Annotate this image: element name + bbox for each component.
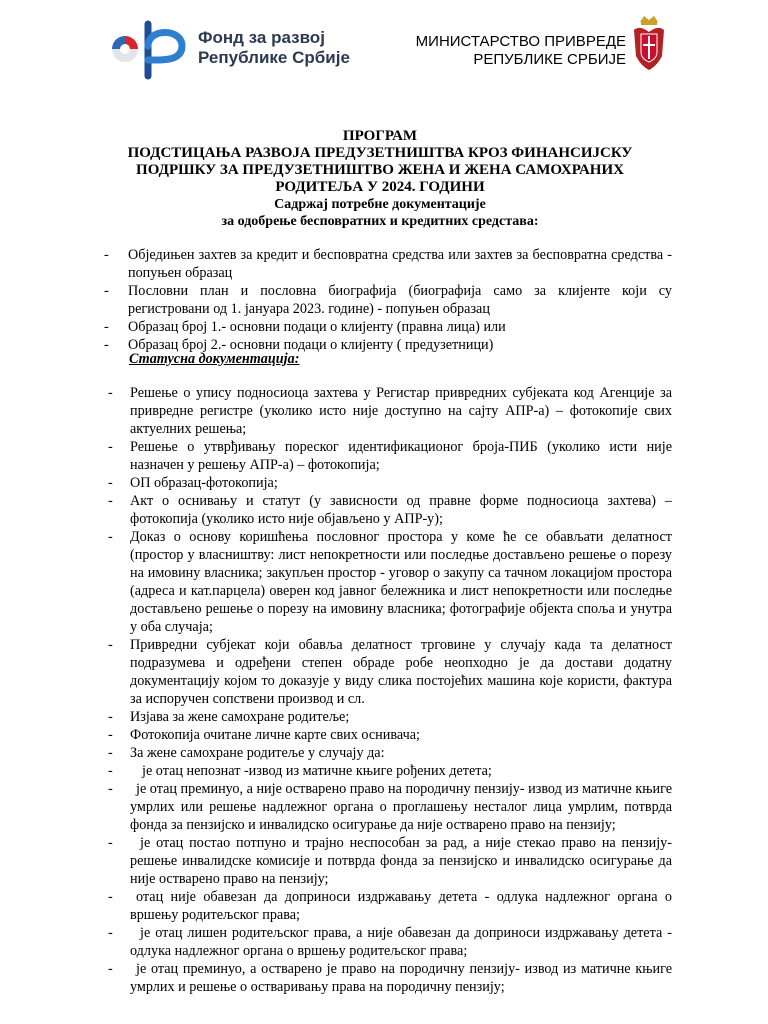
fund-name — [198, 28, 350, 68]
title-line3: ПОДРШКУ ЗА ПРЕДУЗЕТНИШТВО ЖЕНА И ЖЕНА САМОХРАНИХ — [136, 162, 624, 178]
list-item — [0, 318, 768, 336]
list-item-text: Пословни план и пословна биографија (биографија само за клијенте који су регистровани од 1. јануара 2023. године) - попуњен образац — [128, 283, 672, 317]
list-item-text: је отац непознат -извод из матичне књиге рођених детета; — [142, 763, 492, 779]
list-item-text: је отац лишен родитељског права, а није обавезан да доприноси издржавању детета - одлука надлежног органа о вршењу родитељског права; — [130, 925, 672, 959]
fund-name-line1: Фонд за развој — [198, 28, 325, 47]
list-item-text: је отац преминуо, а није остварено право на породичну пензију- извод из матичне књиге умрлих или решење надлежног органа о проглашењу несталог лица умрлим, потврда фонда за пензијско и инвалидско осигурање да није остварено право на пензију; — [130, 781, 672, 833]
list-dash: - — [108, 889, 113, 905]
list-dash: - — [108, 835, 113, 851]
ministry-line2: РЕПУБЛИКЕ СРБИЈЕ — [473, 51, 626, 68]
list-item — [0, 282, 768, 318]
ministry-line1: МИНИСТАРСТВО ПРИВРЕДЕ — [415, 33, 626, 50]
list-item-text: Решење о утврђивању пореског идентификационог броја-ПИБ (уколико исти није назначен у решењу АПР-а) – фотокопија; — [130, 439, 672, 473]
list-dash: - — [108, 385, 113, 401]
list-item-text: Привредни субјекат који обавља делатност трговине у случају када та делатност подразумева и одређени степен обраде робе неопходно је да достави додатну документацију којом то доказује у виду слика постојећих машина које користи, фактура за испоручен сопствени производ и сл. — [130, 637, 672, 707]
list-item — [0, 492, 768, 528]
list-item — [0, 528, 768, 636]
ministry-name — [416, 33, 626, 69]
list-dash: - — [104, 337, 109, 353]
list-dash: - — [104, 319, 109, 335]
title-line4: РОДИТЕЉА У 2024. ГОДИНИ — [275, 179, 485, 195]
list-item — [0, 762, 768, 780]
list-item-text: Обједињен захтев за кредит и бесповратна средства или захтев за бесповратна средства - попуњен образац — [128, 247, 672, 281]
document-header — [0, 0, 768, 90]
list-dash: - — [108, 493, 113, 509]
list-item-text: Акт о оснивању и статут (у зависности од правне форме подносиоца захтева) – фотокопија (уколико исто није објављено у АПР-у); — [130, 493, 672, 527]
fund-name-line2: Републике Србије — [198, 48, 350, 67]
list-item — [0, 744, 768, 762]
list-item-text: Доказ о основу коришћења пословног простора у коме ће се обављати делатност (простор у власништву: лист непокретности или последње достављено решење о порезу на имовину власника; закупљен простор - уговор о закупу са тачном локацијом простора (адреса и кат.парцела) оверен код јавног бележника и лист непокретности или последње достављено решење о порезу на имовину власника; фотографије објекта споља и унутра у оба случаја; — [130, 529, 672, 635]
list-item-text: је отац постао потпуно и трајно неспособан за рад, а није стекао право на пензију- решење инвалидске комисије и потврда фонда за пензијско и инвалидско осигурање да није остварено право на пензију; — [130, 835, 672, 887]
title-line1: ПРОГРАМ — [342, 128, 418, 144]
list-dash: - — [108, 961, 113, 977]
list-dash: - — [104, 283, 109, 299]
list-item — [0, 726, 768, 744]
list-dash: - — [108, 475, 113, 491]
list-item — [0, 924, 768, 960]
list-dash: - — [108, 709, 113, 725]
list-item — [0, 438, 768, 474]
fund-logo-icon — [108, 16, 190, 82]
list-item — [0, 960, 768, 996]
list-item-text: Изјава за жене самохране родитеље; — [130, 709, 350, 725]
list-item-text: Решење о упису подносиоца захтева у Регистар привредних субјеката код Агенције за привредне регистре (уколико исто није доступно на сајту АПР-а) – фотокопије свих актуелних решења; — [130, 385, 672, 437]
list-item — [0, 888, 768, 924]
list-dash: - — [108, 781, 113, 797]
list-dash: - — [104, 247, 109, 263]
list-item — [0, 636, 768, 708]
program-title — [90, 128, 670, 230]
list-item-text: Образац број 1.- основни подаци о клијенту (правна лица) или — [128, 319, 506, 335]
list-dash: - — [108, 529, 113, 545]
list-item-text: отац није обавезан да доприноси издржавању детета - одлука надлежног органа о вршењу родитељског права; — [130, 889, 672, 923]
title-line6: за одобрење бесповратних и кредитних средстава: — [221, 214, 539, 229]
section-heading: Статусна документација: — [129, 351, 300, 367]
status-documents-list — [0, 384, 768, 996]
list-item — [0, 246, 768, 282]
title-line5: Садржај потребне документације — [274, 197, 486, 212]
required-forms-list — [0, 246, 768, 354]
list-dash: - — [108, 727, 113, 743]
list-item — [0, 336, 768, 354]
list-item-text: ОП образац-фотокопија; — [130, 475, 278, 491]
list-item — [0, 780, 768, 834]
list-item-text: За жене самохране родитеље у случају да: — [130, 745, 385, 761]
list-item-text: Фотокопија очитане личне карте свих оснивача; — [130, 727, 420, 743]
list-dash: - — [108, 637, 113, 653]
title-line2: ПОДСТИЦАЊА РАЗВОЈА ПРЕДУЗЕТНИШТВА КРОЗ ФИНАНСИЈСКУ — [127, 145, 633, 161]
list-item — [0, 474, 768, 492]
coat-of-arms-icon — [632, 12, 666, 72]
list-item — [0, 834, 768, 888]
list-dash: - — [108, 745, 113, 761]
list-item-text: Образац број 2.- основни подаци о клијенту ( предузетници) — [128, 337, 494, 353]
list-item-text: је отац преминуо, а остварено је право на породичну пензију- извод из матичне књиге умрлих и решење о остваривању права на породичну пензију; — [130, 961, 672, 995]
list-item — [0, 384, 768, 438]
list-dash: - — [108, 439, 113, 455]
list-item — [0, 708, 768, 726]
list-dash: - — [108, 763, 113, 779]
list-dash: - — [108, 925, 113, 941]
